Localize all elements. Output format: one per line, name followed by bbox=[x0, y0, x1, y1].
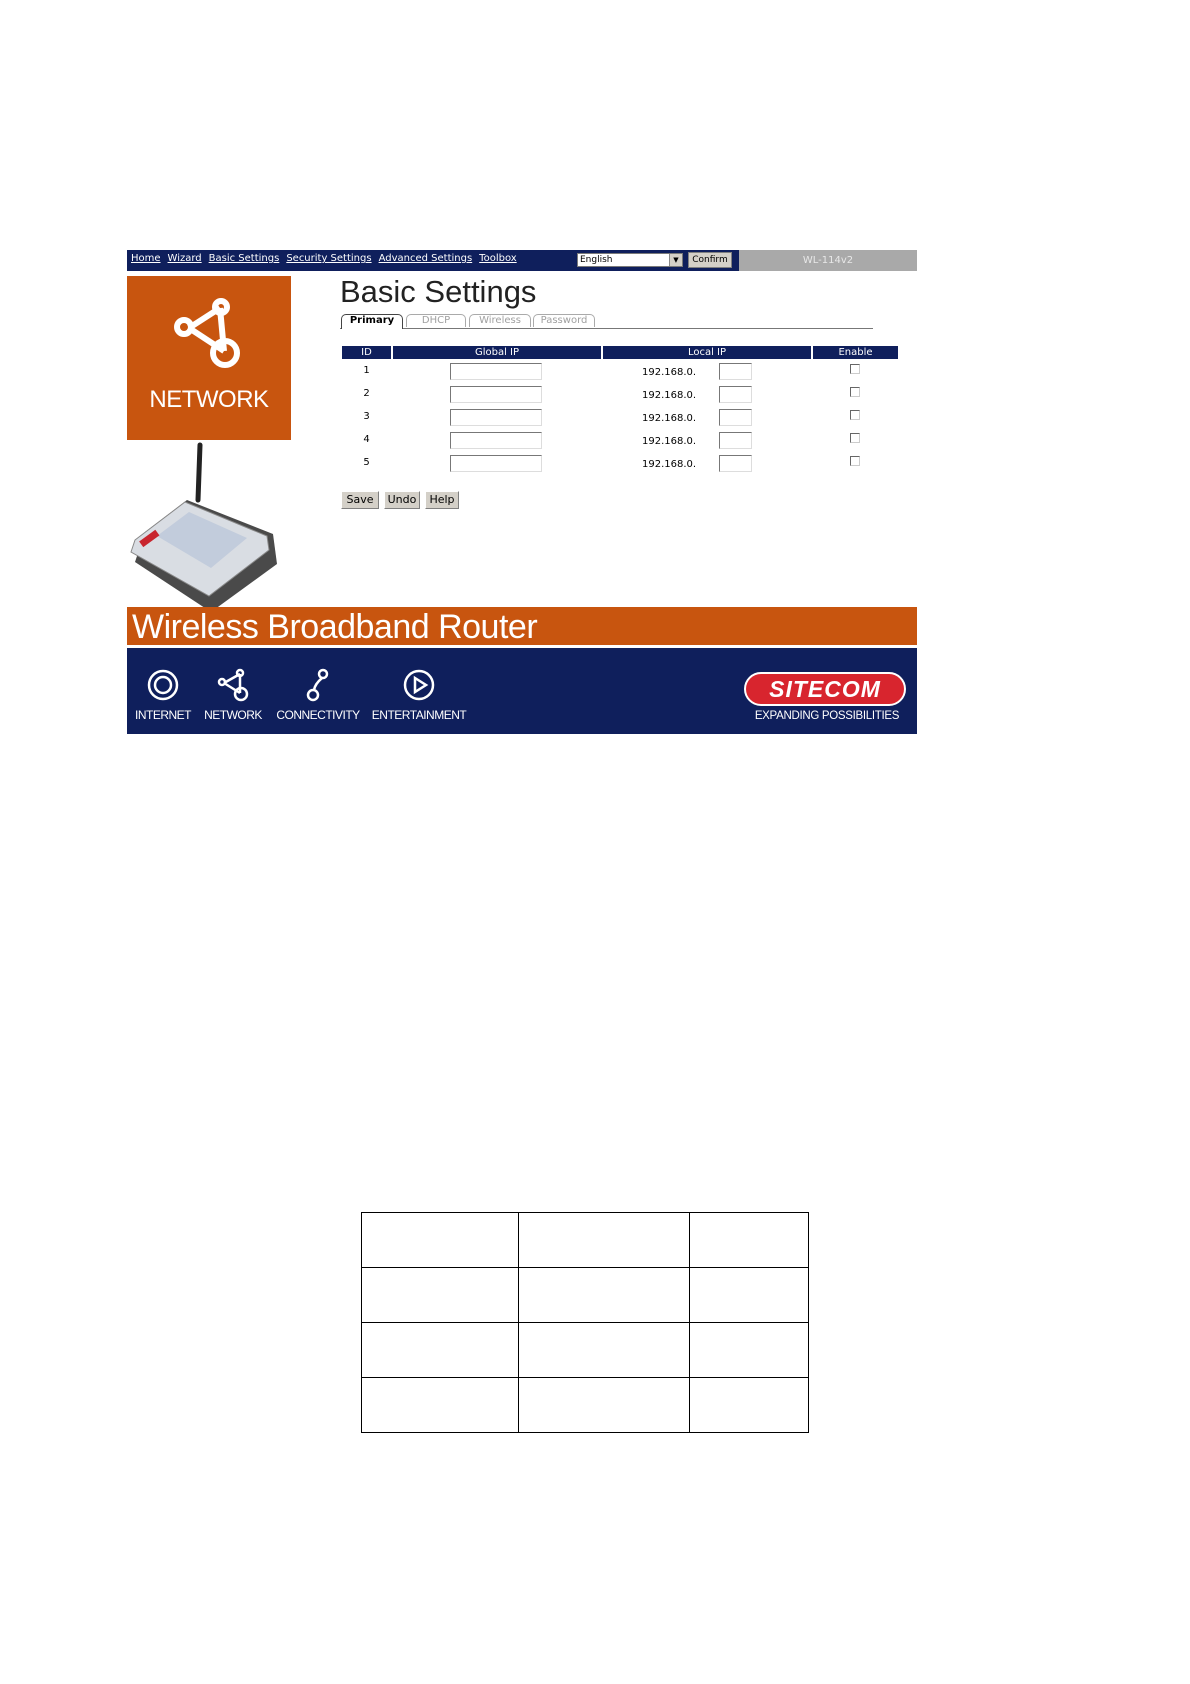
save-button[interactable]: Save bbox=[341, 491, 379, 509]
nav-link-basic-settings[interactable]: Basic Settings bbox=[208, 253, 280, 264]
row-id: 4 bbox=[363, 434, 370, 445]
footer-item-entertainment bbox=[369, 668, 469, 722]
settings-tabs bbox=[340, 314, 873, 329]
header-local-ip: Local IP bbox=[603, 346, 811, 359]
enable-checkbox[interactable] bbox=[850, 410, 860, 420]
table-row bbox=[362, 1378, 809, 1433]
footer-label: CONNECTIVITY bbox=[276, 708, 360, 722]
table-cell bbox=[690, 1378, 809, 1433]
model-name: WL-114v2 bbox=[739, 250, 917, 271]
product-banner bbox=[127, 607, 917, 645]
local-ip-prefix: 192.168.0. bbox=[642, 390, 697, 401]
table-row bbox=[362, 1268, 809, 1323]
table-row bbox=[342, 455, 898, 477]
global-ip-input[interactable] bbox=[450, 455, 542, 472]
table-row bbox=[362, 1323, 809, 1378]
network-icon bbox=[216, 668, 250, 702]
table-cell bbox=[690, 1213, 809, 1268]
connectivity-icon bbox=[301, 668, 335, 702]
local-ip-prefix: 192.168.0. bbox=[642, 459, 697, 470]
network-icon bbox=[127, 276, 291, 386]
table-row bbox=[342, 363, 898, 385]
table-row bbox=[342, 409, 898, 431]
router-screenshot bbox=[127, 250, 917, 734]
chevron-down-icon[interactable]: ▼ bbox=[669, 254, 682, 266]
network-section-tile bbox=[127, 276, 291, 440]
local-ip-input[interactable] bbox=[719, 386, 752, 403]
footer-label: INTERNET bbox=[135, 708, 191, 722]
undo-button[interactable]: Undo bbox=[384, 491, 420, 509]
local-ip-prefix: 192.168.0. bbox=[642, 367, 697, 378]
table-cell bbox=[690, 1323, 809, 1378]
table-cell bbox=[362, 1323, 519, 1378]
footer-item-internet bbox=[135, 668, 191, 722]
help-button[interactable]: Help bbox=[425, 491, 459, 509]
page-title: Basic Settings bbox=[340, 274, 537, 309]
nav-link-security-settings[interactable]: Security Settings bbox=[286, 253, 372, 264]
footer-bar bbox=[127, 648, 917, 734]
nav-links bbox=[131, 253, 524, 264]
local-ip-input[interactable] bbox=[719, 363, 752, 380]
banner-title: Wireless Broadband Router bbox=[132, 608, 538, 646]
nav-link-wizard[interactable]: Wizard bbox=[167, 253, 202, 264]
section-label: NETWORK bbox=[149, 386, 269, 413]
nav-link-advanced-settings[interactable]: Advanced Settings bbox=[378, 253, 473, 264]
enable-checkbox[interactable] bbox=[850, 364, 860, 374]
language-select[interactable] bbox=[577, 253, 683, 267]
local-ip-input[interactable] bbox=[719, 409, 752, 426]
table-cell bbox=[690, 1268, 809, 1323]
table-row bbox=[362, 1213, 809, 1268]
global-ip-input[interactable] bbox=[450, 432, 542, 449]
nav-link-toolbox[interactable]: Toolbox bbox=[479, 253, 517, 264]
empty-table bbox=[361, 1212, 809, 1433]
internet-icon bbox=[146, 668, 180, 702]
row-id: 1 bbox=[363, 365, 370, 376]
tab-wireless[interactable]: Wireless bbox=[469, 314, 531, 327]
enable-checkbox[interactable] bbox=[850, 456, 860, 466]
table-cell bbox=[362, 1268, 519, 1323]
global-ip-input[interactable] bbox=[450, 409, 542, 426]
enable-checkbox[interactable] bbox=[850, 433, 860, 443]
local-ip-prefix: 192.168.0. bbox=[642, 436, 697, 447]
nav-link-home[interactable]: Home bbox=[131, 253, 161, 264]
local-ip-input[interactable] bbox=[719, 432, 752, 449]
local-ip-prefix: 192.168.0. bbox=[642, 413, 697, 424]
footer-item-connectivity bbox=[275, 668, 361, 722]
table-row bbox=[342, 432, 898, 454]
table-cell bbox=[362, 1378, 519, 1433]
header-enable: Enable bbox=[813, 346, 898, 359]
table-row bbox=[342, 386, 898, 408]
table-header bbox=[342, 346, 898, 359]
table-cell bbox=[519, 1378, 690, 1433]
enable-checkbox[interactable] bbox=[850, 387, 860, 397]
footer-item-network bbox=[203, 668, 263, 722]
tab-dhcp[interactable]: DHCP bbox=[406, 314, 466, 327]
table-cell bbox=[519, 1213, 690, 1268]
table-cell bbox=[519, 1323, 690, 1378]
brand-tagline: EXPANDING POSSIBILITIES bbox=[754, 710, 900, 722]
top-nav-bar bbox=[127, 250, 917, 271]
row-id: 5 bbox=[363, 457, 370, 468]
router-image bbox=[127, 440, 292, 620]
header-id: ID bbox=[342, 346, 391, 359]
global-ip-input[interactable] bbox=[450, 363, 542, 380]
global-ip-input[interactable] bbox=[450, 386, 542, 403]
language-value: English bbox=[580, 255, 613, 265]
tab-password[interactable]: Password bbox=[533, 314, 595, 327]
play-icon bbox=[402, 668, 436, 702]
tab-primary[interactable]: Primary bbox=[341, 314, 403, 329]
row-id: 2 bbox=[363, 388, 370, 399]
table-cell bbox=[519, 1268, 690, 1323]
local-ip-input[interactable] bbox=[719, 455, 752, 472]
table-cell bbox=[362, 1213, 519, 1268]
confirm-button[interactable]: Confirm bbox=[688, 252, 732, 268]
header-global-ip: Global IP bbox=[393, 346, 601, 359]
row-id: 3 bbox=[363, 411, 370, 422]
footer-label: NETWORK bbox=[204, 708, 262, 722]
sitecom-logo: SITECOM bbox=[744, 672, 906, 706]
footer-label: ENTERTAINMENT bbox=[371, 708, 467, 722]
